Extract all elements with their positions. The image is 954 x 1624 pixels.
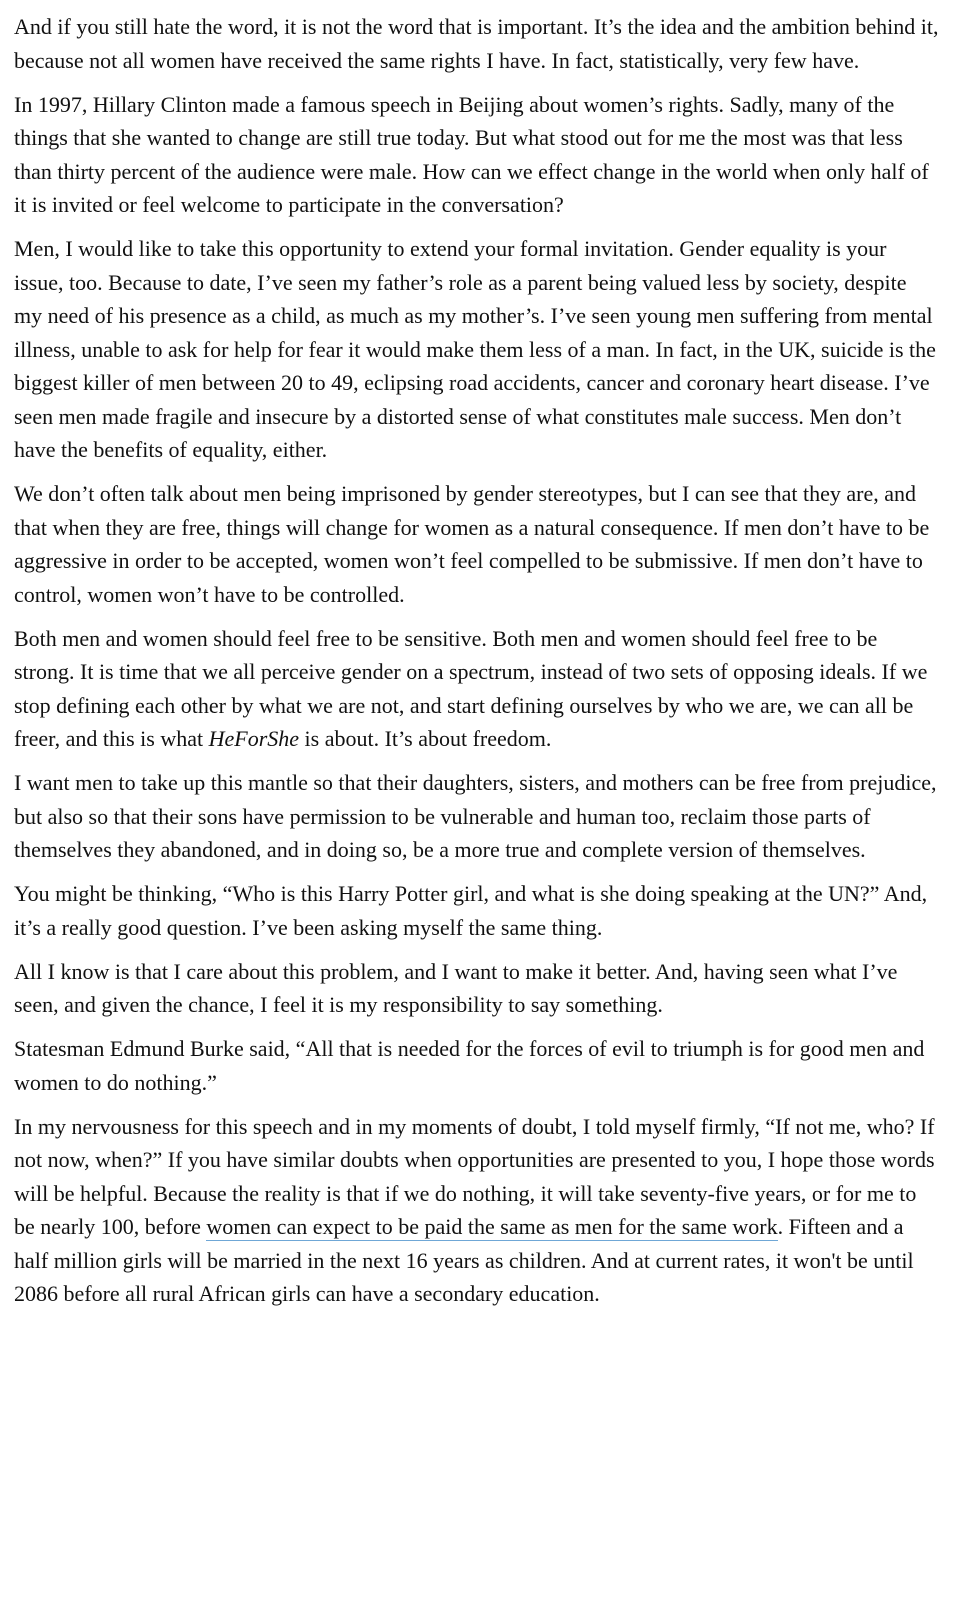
paragraph-harry-potter-girl bbox=[14, 877, 940, 944]
paragraph-if-not-me bbox=[14, 1110, 940, 1311]
paragraph-word-importance bbox=[14, 10, 940, 77]
paragraph-take-up-mantle bbox=[14, 766, 940, 867]
paragraph-text: And if you still hate the word, it is not the word that is important. It’s the idea and the ambition behind it, because not all women have received the same rights I have. In fact, statistically, very few have. bbox=[14, 14, 939, 73]
paragraph-text: Statesman Edmund Burke said, “All that is needed for the forces of evil to triumph is for good men and women to do nothing.” bbox=[14, 1036, 925, 1095]
paragraph-gender-stereotypes bbox=[14, 477, 940, 611]
paragraph-text: I want men to take up this mantle so that their daughters, sisters, and mothers can be free from prejudice, but also so that their sons have permission to be vulnerable and human too, reclaim those parts of themselves they abandoned, and in doing so, be a more true and complete version of themselves. bbox=[14, 770, 937, 862]
paragraph-text: . Fifteen and a half million girls will be married in the next 16 years as children. And at current rates, it won't be until 2086 before all rural African girls can have a secondary education. bbox=[14, 1214, 914, 1306]
paragraph-text: Both men and women should feel free to be sensitive. Both men and women should feel free to be strong. It is time that we all perceive gender on a spectrum, instead of two sets of opposing ideals. If we stop defining each other by what we are not, and start defining ourselves by who we are, we can all be freer, and this is what bbox=[14, 625, 928, 751]
paragraph-text: You might be thinking, “Who is this Harry Potter girl, and what is she doing speaking at the UN?” And, it’s a really good question. I’ve been asking myself the same thing. bbox=[14, 881, 928, 940]
paragraph-text: In my nervousness for this speech and in my moments of doubt, I told myself firmly, “If not me, who? If not now, when?” If you have similar doubts when opportunities are presented to you, I hope those words will be helpful. Because the reality is that if we do nothing, it will take seventy-five years, or for me to be nearly 100, before bbox=[14, 1113, 935, 1239]
paragraph-heforshe-freedom bbox=[14, 622, 940, 756]
paragraph-text: Men, I would like to take this opportunity to extend your formal invitation. Gender equality is your issue, too. Because to date, I’ve seen my father’s role as a parent being valued less by society, despite my need of his presence as a child, as much as my mother’s. I’ve seen young men suffering from mental illness, unable to ask for help for fear it would make them less of a man. In fact, in the UK, suicide is the biggest killer of men between 20 to 49, eclipsing road accidents, cancer and coronary heart disease. I’ve seen men made fragile and insecure by a distorted sense of what constitutes male success. Men don’t have the benefits of equality, either. bbox=[14, 236, 936, 462]
paragraph-text: In 1997, Hillary Clinton made a famous speech in Beijing about women’s rights. Sadly, many of the things that she wanted to change are still true today. But what stood out for me the most was that less than thirty percent of the audience were male. How can we effect change in the world when only half of it is invited or feel welcome to participate in the conversation? bbox=[14, 91, 929, 217]
paragraph-care-about-problem bbox=[14, 955, 940, 1022]
paragraph-edmund-burke-quote bbox=[14, 1032, 940, 1099]
paragraph-text: We don’t often talk about men being imprisoned by gender stereotypes, but I can see that they are, and that when they are free, things will change for women as a natural consequence. If men don’t have to be aggressive in order to be accepted, women won’t feel compelled to be submissive. If men don’t have to control, women won’t have to be controlled. bbox=[14, 481, 930, 607]
heforshe-emphasis: HeForShe bbox=[208, 726, 300, 751]
paragraph-beijing-speech bbox=[14, 88, 940, 222]
paragraph-text: All I know is that I care about this problem, and I want to make it better. And, having seen what I’ve seen, and given the chance, I feel it is my responsibility to say something. bbox=[14, 958, 898, 1017]
equal-pay-link[interactable]: women can expect to be paid the same as men for the same work bbox=[206, 1214, 778, 1239]
paragraph-formal-invitation bbox=[14, 232, 940, 467]
paragraph-text: is about. It’s about freedom. bbox=[299, 726, 552, 751]
